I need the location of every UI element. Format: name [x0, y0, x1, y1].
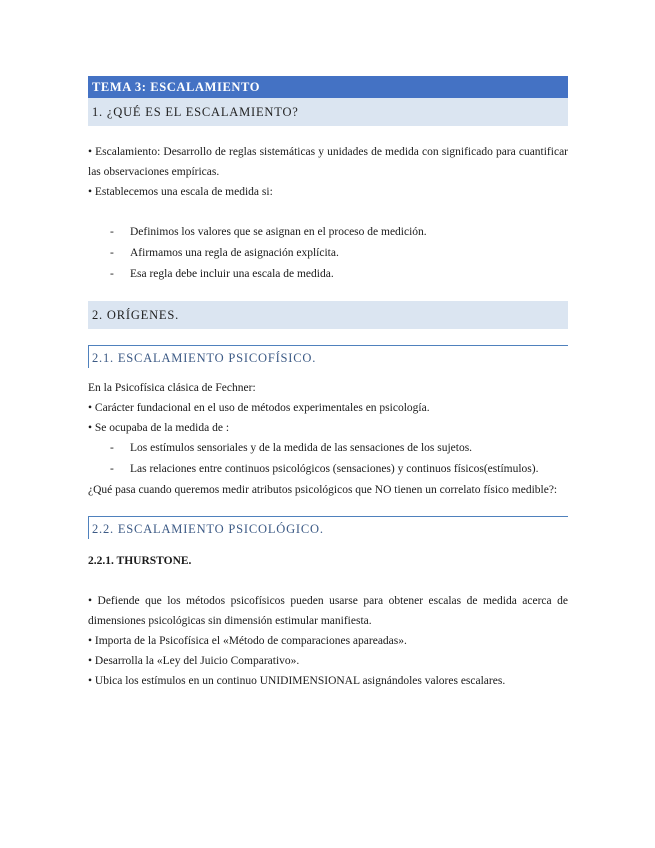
topic-banner: TEMA 3: ESCALAMIENTO [88, 76, 568, 98]
section-2-1-heading: 2.1. ESCALAMIENTO PSICOFÍSICO. [88, 345, 568, 368]
list-item: - Las relaciones entre continuos psicológicos (sensaciones) y continuos físicos(estímulos). [110, 463, 539, 475]
bullet-item: • Importa de la Psicofísica el «Método de comparaciones apareadas». [88, 631, 568, 651]
bullet-item: • Se ocupaba de la medida de : [88, 418, 568, 438]
section-1-heading: 1. ¿QUÉ ES EL ESCALAMIENTO? [88, 98, 568, 126]
definition-paragraph: • Escalamiento: Desarrollo de reglas sistemáticas y unidades de medida con significado para cuantificar las observaciones empíricas. [88, 142, 568, 182]
section-2-2-heading: 2.2. ESCALAMIENTO PSICOLÓGICO. [88, 516, 568, 539]
fechner-intro: En la Psicofísica clásica de Fechner: [88, 382, 256, 394]
scale-intro-paragraph: • Establecemos una escala de medida si: [88, 182, 568, 202]
section-2-heading: 2. ORÍGENES. [88, 301, 568, 329]
question-paragraph: ¿Qué pasa cuando queremos medir atributos psicológicos que NO tienen un correlato físico medible?: [88, 484, 558, 496]
bullet-item: • Desarrolla la «Ley del Juicio Comparativo». [88, 651, 568, 671]
bullet-item: • Ubica los estímulos en un continuo UNIDIMENSIONAL asignándoles valores escalares. [88, 671, 568, 691]
list-item: - Afirmamos una regla de asignación explícita. [110, 247, 339, 259]
bullet-item: • Carácter fundacional en el uso de métodos experimentales en psicología. [88, 398, 568, 418]
bullet-item: • Defiende que los métodos psicofísicos pueden usarse para obtener escalas de medida acerca de dimensiones psicológicas sin dimensión estimular manifiesta. [88, 591, 568, 631]
list-item: - Los estímulos sensoriales y de la medida de las sensaciones de los sujetos. [110, 442, 473, 454]
document-page [88, 76, 568, 691]
list-item: - Definimos los valores que se asignan en el proceso de medición. [110, 226, 427, 238]
list-item: - Esa regla debe incluir una escala de medida. [110, 268, 334, 280]
thurstone-heading: 2.2.1. THURSTONE. [88, 555, 192, 567]
